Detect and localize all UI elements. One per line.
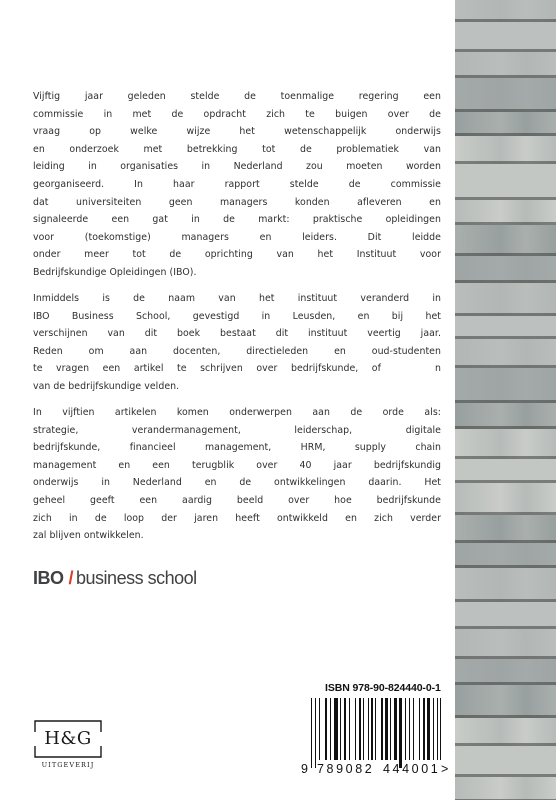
paragraph-line: onderwijs in Nederland en de ontwikkelingen daarin. Het xyxy=(33,477,441,489)
wood-plank xyxy=(455,368,556,403)
publisher-logo-subtitle: UITGEVERIJ xyxy=(41,761,95,769)
paragraph-line: In vijftien artikelen komen onderwerpen aan de orde als: xyxy=(33,407,441,418)
barcode-bar xyxy=(330,698,331,760)
paragraph-line: dat universiteiten geen managers konden afleveren en xyxy=(33,196,441,208)
wood-plank xyxy=(455,112,556,136)
paragraph-line: Bedrijfskundige Opleidingen (IBO). xyxy=(33,266,197,278)
wood-plank xyxy=(455,164,556,200)
barcode-bar xyxy=(344,698,346,760)
paragraph-line: en onderzoek met betrekking tot de problematiek van xyxy=(33,143,441,155)
paragraph-line: voor (toekomstige) managers en leiders. Dit leidde xyxy=(33,231,441,243)
barcode-bar xyxy=(413,698,414,760)
barcode-bar xyxy=(427,698,429,760)
paragraph-line: vraag op welke wijze het wetenschappelijk onderwijs xyxy=(33,126,441,138)
wood-plank xyxy=(455,0,556,22)
paragraph-line: signaleerde een gat in de markt: praktische opleidingen xyxy=(33,214,441,226)
paragraph-2 xyxy=(33,290,441,396)
wood-plank xyxy=(455,256,556,283)
ibo-logo-slash: / xyxy=(68,568,74,588)
wood-plank xyxy=(455,429,556,459)
paragraph-line: georganiseerd. In haar rapport stelde de commissie xyxy=(33,178,441,190)
paragraph-line: IBO Business School, gevestigd in Leusden, en bij het xyxy=(33,310,441,322)
barcode-bar xyxy=(349,698,350,760)
barcode-bar xyxy=(385,698,387,760)
wood-plank xyxy=(455,602,556,629)
wood-plank xyxy=(455,543,556,568)
wood-plank xyxy=(455,459,556,483)
paragraph-line: van de bedrijfskundige velden. xyxy=(33,380,180,392)
barcode-bar xyxy=(381,698,383,760)
barcode-bar xyxy=(405,698,406,760)
barcode-bar xyxy=(423,698,425,760)
paragraph-line: commissie in met de opdracht zich te buigen over de xyxy=(33,108,441,120)
barcode-bar xyxy=(319,698,320,760)
wood-plank xyxy=(455,136,556,164)
barcode-bar xyxy=(419,698,420,760)
paragraph-line: leiding in organisaties in Nederland zou moeten worden xyxy=(33,161,441,173)
wood-plank xyxy=(455,659,556,685)
paragraph-line: Vijftig jaar geleden stelde de toenmalige regering een xyxy=(33,91,441,102)
barcode-bar xyxy=(363,698,364,760)
barcode-bar xyxy=(399,698,401,768)
wood-plank xyxy=(455,746,556,777)
isbn-label: ISBN 978-90-824440-0-1 xyxy=(325,682,441,694)
barcode-bar xyxy=(394,698,397,760)
barcode-bar xyxy=(359,698,361,760)
barcode-bar xyxy=(315,698,316,768)
wood-plank xyxy=(455,52,556,78)
barcode-bar xyxy=(355,698,356,760)
paragraph-line: management en een terugblik over 40 jaar bedrijfskundig xyxy=(33,459,441,471)
paragraph-line: verschijnen van dit boek bestaat dit instituut veertig jaar. xyxy=(33,328,441,340)
barcode-digits-group-1: 789082 xyxy=(317,762,375,776)
barcode-bar xyxy=(437,698,438,760)
barcode-bars xyxy=(311,698,445,768)
wood-plank xyxy=(455,316,556,339)
ibo-business-school-logo xyxy=(33,568,197,589)
barcode-bar xyxy=(440,698,441,760)
barcode-bar xyxy=(368,698,369,760)
wood-plank xyxy=(455,515,556,543)
barcode-digits-group-2: 444001 xyxy=(383,762,441,776)
publisher-logo-mark: H&G xyxy=(44,728,92,749)
wood-plank xyxy=(455,339,556,368)
barcode-bar xyxy=(390,698,391,760)
barcode-bar xyxy=(325,698,327,760)
wood-plank xyxy=(455,200,556,225)
wood-plank xyxy=(455,22,556,52)
paragraph-line: Inmiddels is de naam van het instituut veranderd in xyxy=(33,293,441,304)
ibo-logo-brand: IBO xyxy=(33,568,64,588)
barcode-bar xyxy=(371,698,372,760)
barcode-digit-first: 9 xyxy=(301,762,308,776)
paragraph-line: te vragen een artikel te schrijven over bedrijfskunde, of n xyxy=(33,363,441,375)
paragraph-3 xyxy=(33,404,441,545)
barcode-bar xyxy=(375,698,376,760)
wood-plank xyxy=(455,629,556,659)
barcode-bar xyxy=(340,698,341,760)
ibo-logo-tagline: business school xyxy=(76,568,197,588)
paragraph-line: geheel geeft een aardig beeld over hoe bedrijfskunde xyxy=(33,494,441,506)
wood-plank xyxy=(455,568,556,602)
barcode-bar xyxy=(433,698,434,760)
wood-plank xyxy=(455,225,556,256)
wood-plank xyxy=(455,78,556,112)
isbn-barcode xyxy=(301,682,451,788)
wood-plank xyxy=(455,718,556,746)
paragraph-line: zich in de loop der jaren heeft ontwikkeld en zich verder xyxy=(33,512,441,524)
barcode-quiet-zone-marker: > xyxy=(441,762,449,776)
paragraph-line: bedrijfskunde, financieel management, HRM, supply chain xyxy=(33,442,441,454)
barcode-bar xyxy=(409,698,410,760)
wood-plank xyxy=(455,685,556,718)
paragraph-line: strategie, verandermanagement, leiderschap, digitale xyxy=(33,424,441,436)
barcode-bar xyxy=(311,698,312,768)
paragraph-line: Reden om aan docenten, directieleden en oud-studenten xyxy=(33,345,441,357)
wood-plank xyxy=(455,483,556,515)
publisher-logo xyxy=(33,718,103,774)
barcode-bar xyxy=(334,698,337,760)
paragraph-line: zal blijven ontwikkelen. xyxy=(33,530,144,542)
wood-texture-strip xyxy=(455,0,556,800)
paragraph-1 xyxy=(33,88,441,282)
wood-plank xyxy=(455,777,556,800)
wood-plank xyxy=(455,283,556,316)
wood-plank xyxy=(455,403,556,429)
paragraph-line: onder meer tot de oprichting van het Instituut voor xyxy=(33,249,441,261)
